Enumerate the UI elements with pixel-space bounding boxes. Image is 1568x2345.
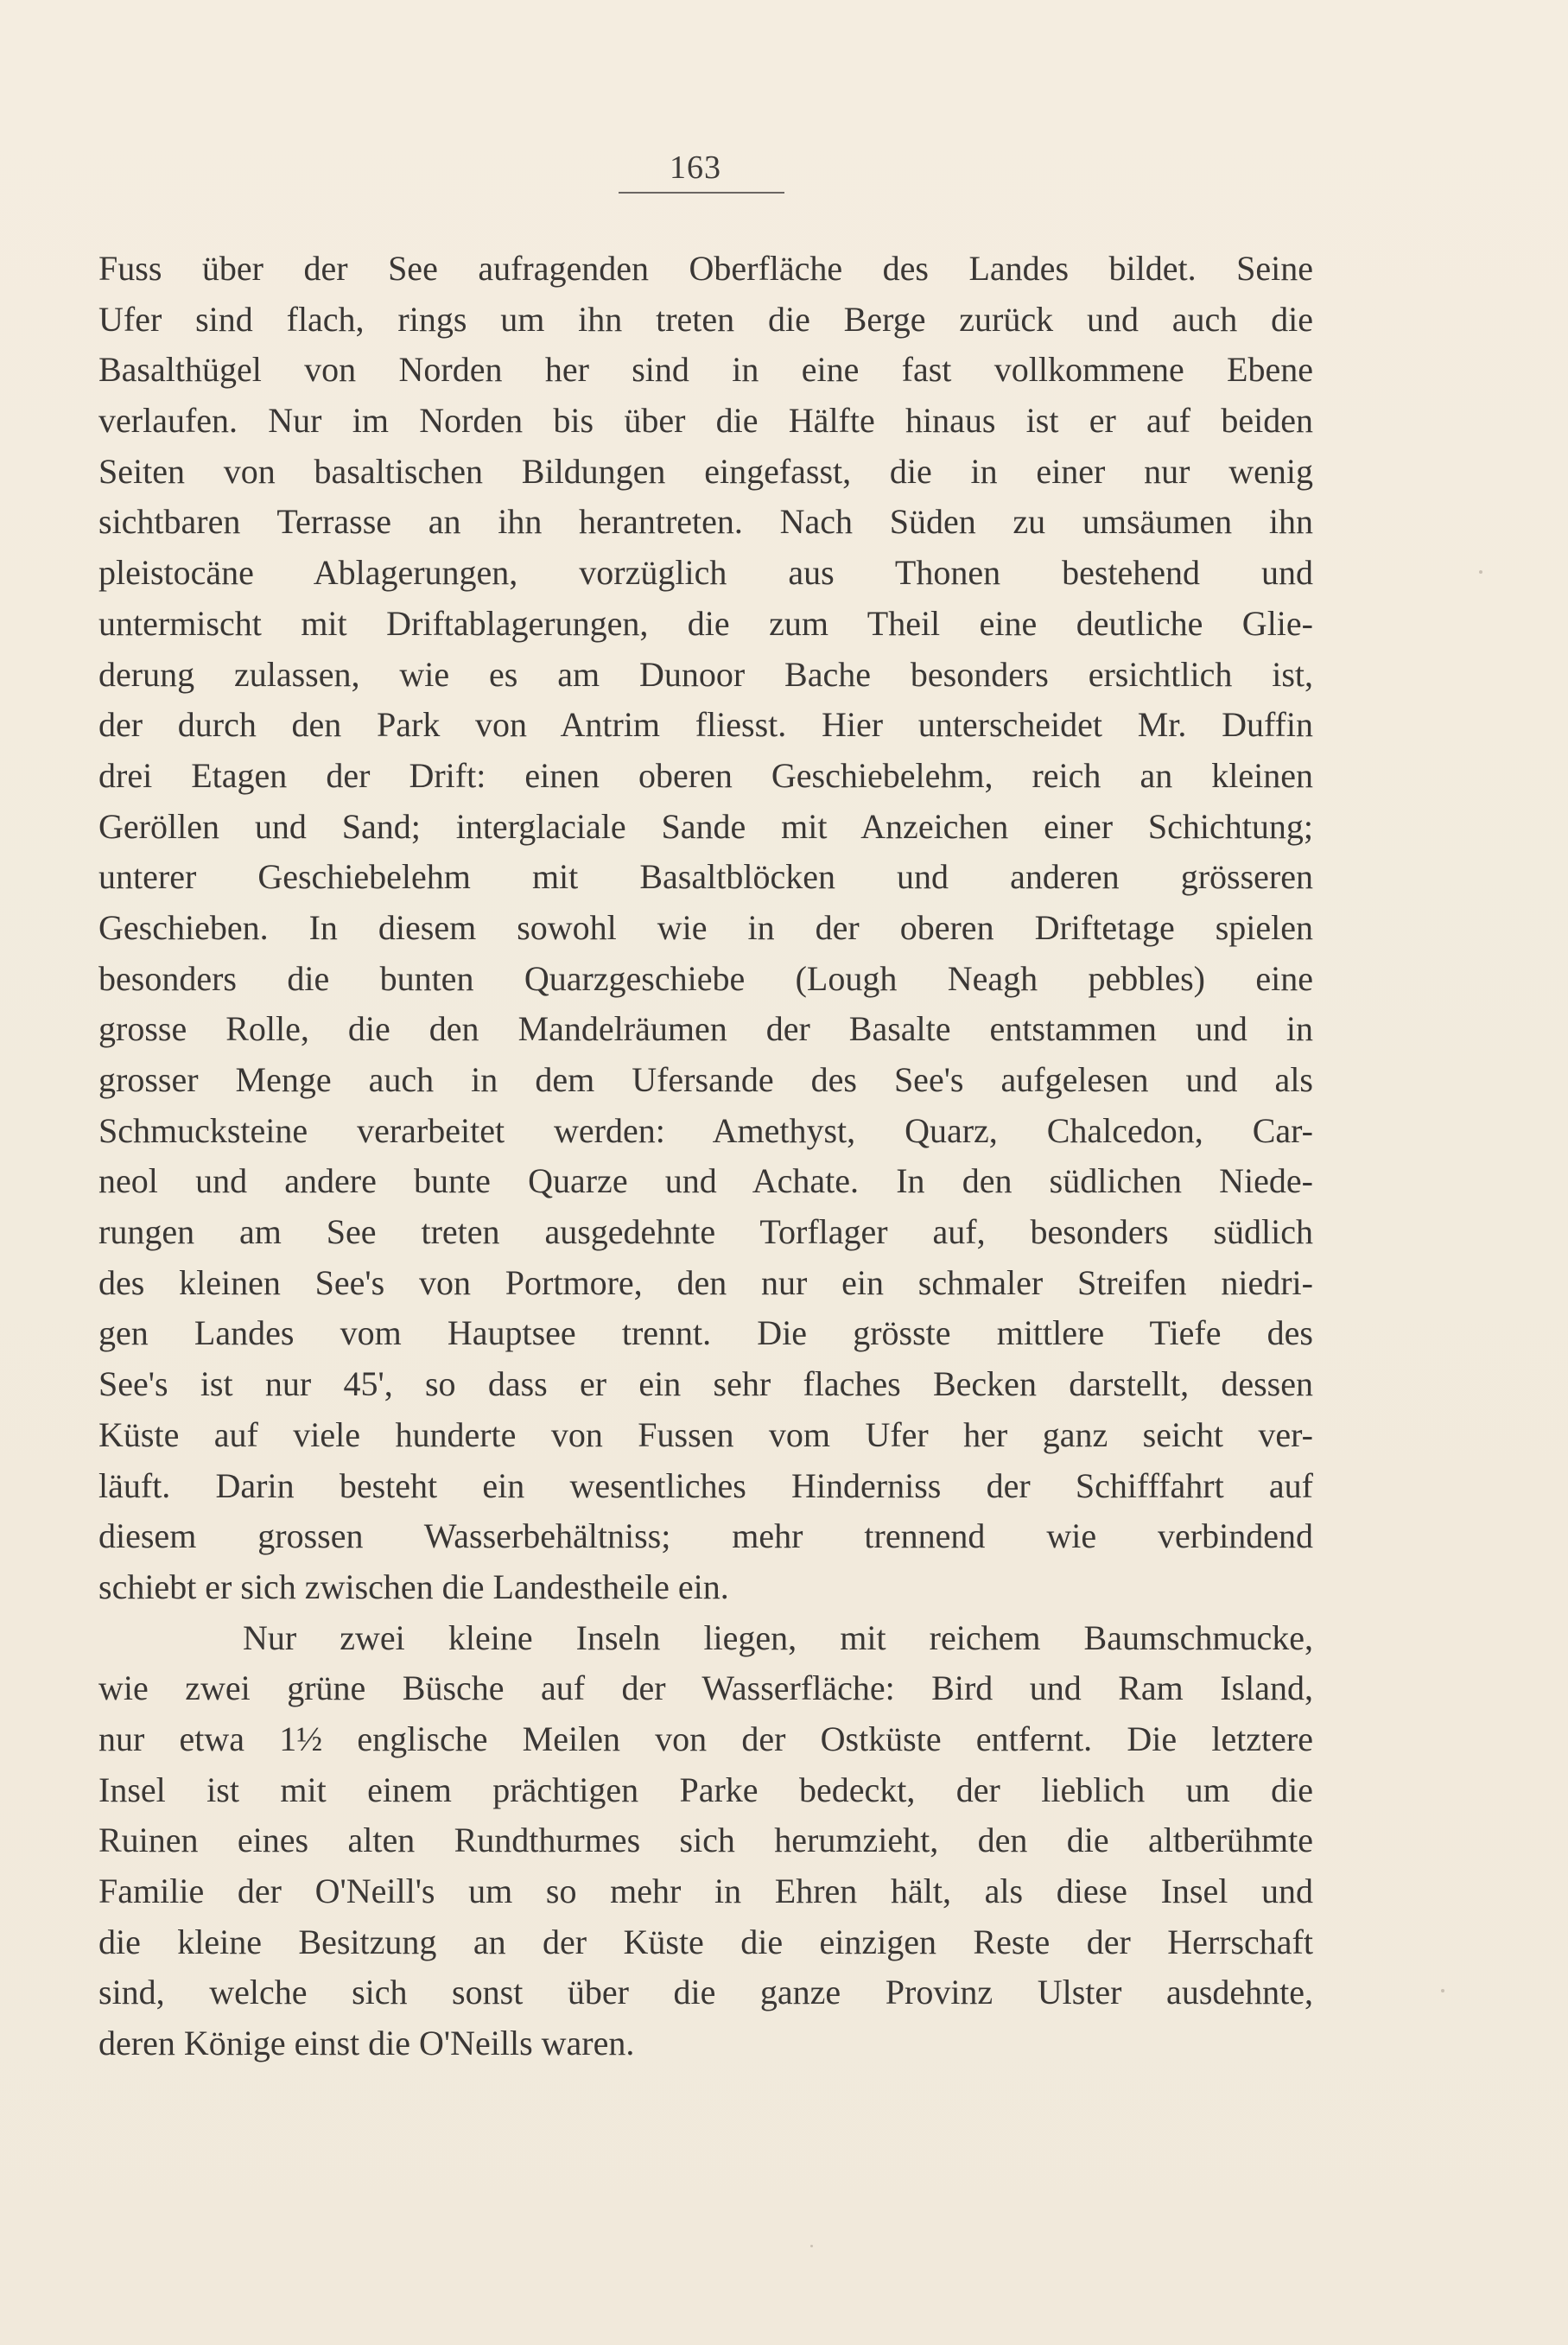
text-line: derung zulassen, wie es am Dunoor Bache besonders ersichtlich ist,: [98, 654, 1313, 694]
text-line: besonders die bunten Quarzgeschiebe (Lough Neagh pebbles) eine: [98, 958, 1313, 998]
paper-speck: [810, 2245, 813, 2247]
body-text: [98, 244, 1313, 2069]
paper-speck: [1441, 1989, 1444, 1992]
text-line: pleistocäne Ablagerungen, vorzüglich aus Thonen bestehend und: [98, 553, 1313, 593]
text-line: der durch den Park von Antrim fliesst. Hier unterscheidet Mr. Duffin: [98, 705, 1313, 745]
paper-speck: [1479, 570, 1482, 574]
text-line: neol und andere bunte Quarze und Achate. In den südlichen Niede-: [98, 1161, 1313, 1201]
text-line: untermischt mit Driftablagerungen, die zum Theil eine deutliche Glie-: [98, 603, 1313, 643]
text-line: des kleinen See's von Portmore, den nur ein schmaler Streifen niedri-: [98, 1262, 1313, 1302]
text-line: schiebt er sich zwischen die Landestheile ein.: [98, 1567, 729, 1606]
page-number-rule: [619, 192, 784, 194]
text-line: Ufer sind flach, rings um ihn treten die Berge zurück und auch die: [98, 299, 1313, 339]
text-line: sichtbaren Terrasse an ihn herantreten. Nach Süden zu umsäumen ihn: [98, 502, 1313, 542]
text-line: wie zwei grüne Büsche auf der Wasserfläche: Bird und Ram Island,: [98, 1668, 1313, 1708]
paragraph-2: [98, 1613, 1313, 2069]
text-line: gen Landes vom Hauptsee trennt. Die grösste mittlere Tiefe des: [98, 1313, 1313, 1353]
text-line: läuft. Darin besteht ein wesentliches Hinderniss der Schifffahrt auf: [98, 1465, 1313, 1505]
text-line: nur etwa 1½ englische Meilen von der Ostküste entfernt. Die letztere: [98, 1719, 1313, 1758]
text-line: rungen am See treten ausgedehnte Torflager auf, besonders südlich: [98, 1212, 1313, 1252]
text-line: drei Etagen der Drift: einen oberen Geschiebelehm, reich an kleinen: [98, 755, 1313, 795]
text-line: Ruinen eines alten Rundthurmes sich herumzieht, den die altberühmte: [98, 1821, 1313, 1860]
text-line: Fuss über der See aufragenden Oberfläche des Landes bildet. Seine: [98, 249, 1313, 288]
text-line: Küste auf viele hunderte von Fussen vom Ufer her ganz seicht ver-: [98, 1414, 1313, 1454]
text-line: Basalthügel von Norden her sind in eine fast vollkommene Ebene: [98, 350, 1313, 390]
text-line: Seiten von basaltischen Bildungen eingefasst, die in einer nur wenig: [98, 451, 1313, 491]
text-line: deren Könige einst die O'Neills waren.: [98, 2024, 635, 2063]
text-line: verlaufen. Nur im Norden bis über die Hälfte hinaus ist er auf beiden: [98, 401, 1313, 441]
text-line: unterer Geschiebelehm mit Basaltblöcken und anderen grösseren: [98, 857, 1313, 897]
text-line: sind, welche sich sonst über die ganze Provinz Ulster ausdehnte,: [98, 1973, 1313, 2012]
text-line: grosser Menge auch in dem Ufersande des See's aufgelesen und als: [98, 1060, 1313, 1099]
text-line: Nur zwei kleine Inseln liegen, mit reichem Baumschmucke,: [243, 1617, 1313, 1657]
text-line: Insel ist mit einem prächtigen Parke bedeckt, der lieblich um die: [98, 1770, 1313, 1809]
text-line: Familie der O'Neill's um so mehr in Ehren hält, als diese Insel und: [98, 1872, 1313, 1910]
text-line: die kleine Besitzung an der Küste die einzigen Reste der Herrschaft: [98, 1922, 1313, 1961]
text-line: Geröllen und Sand; interglaciale Sande mit Anzeichen einer Schichtung;: [98, 806, 1313, 846]
text-line: Geschieben. In diesem sowohl wie in der oberen Driftetage spielen: [98, 907, 1313, 947]
text-line: grosse Rolle, die den Mandelräumen der Basalte entstammen und in: [98, 1009, 1313, 1049]
text-line: diesem grossen Wasserbehältniss; mehr trennend wie verbindend: [98, 1516, 1313, 1556]
page-number: 163: [670, 149, 721, 186]
paragraph-1: [98, 244, 1313, 1613]
text-line: See's ist nur 45', so dass er ein sehr flaches Becken darstellt, dessen: [98, 1364, 1313, 1404]
text-line: Schmucksteine verarbeitet werden: Amethyst, Quarz, Chalcedon, Car-: [98, 1110, 1313, 1150]
